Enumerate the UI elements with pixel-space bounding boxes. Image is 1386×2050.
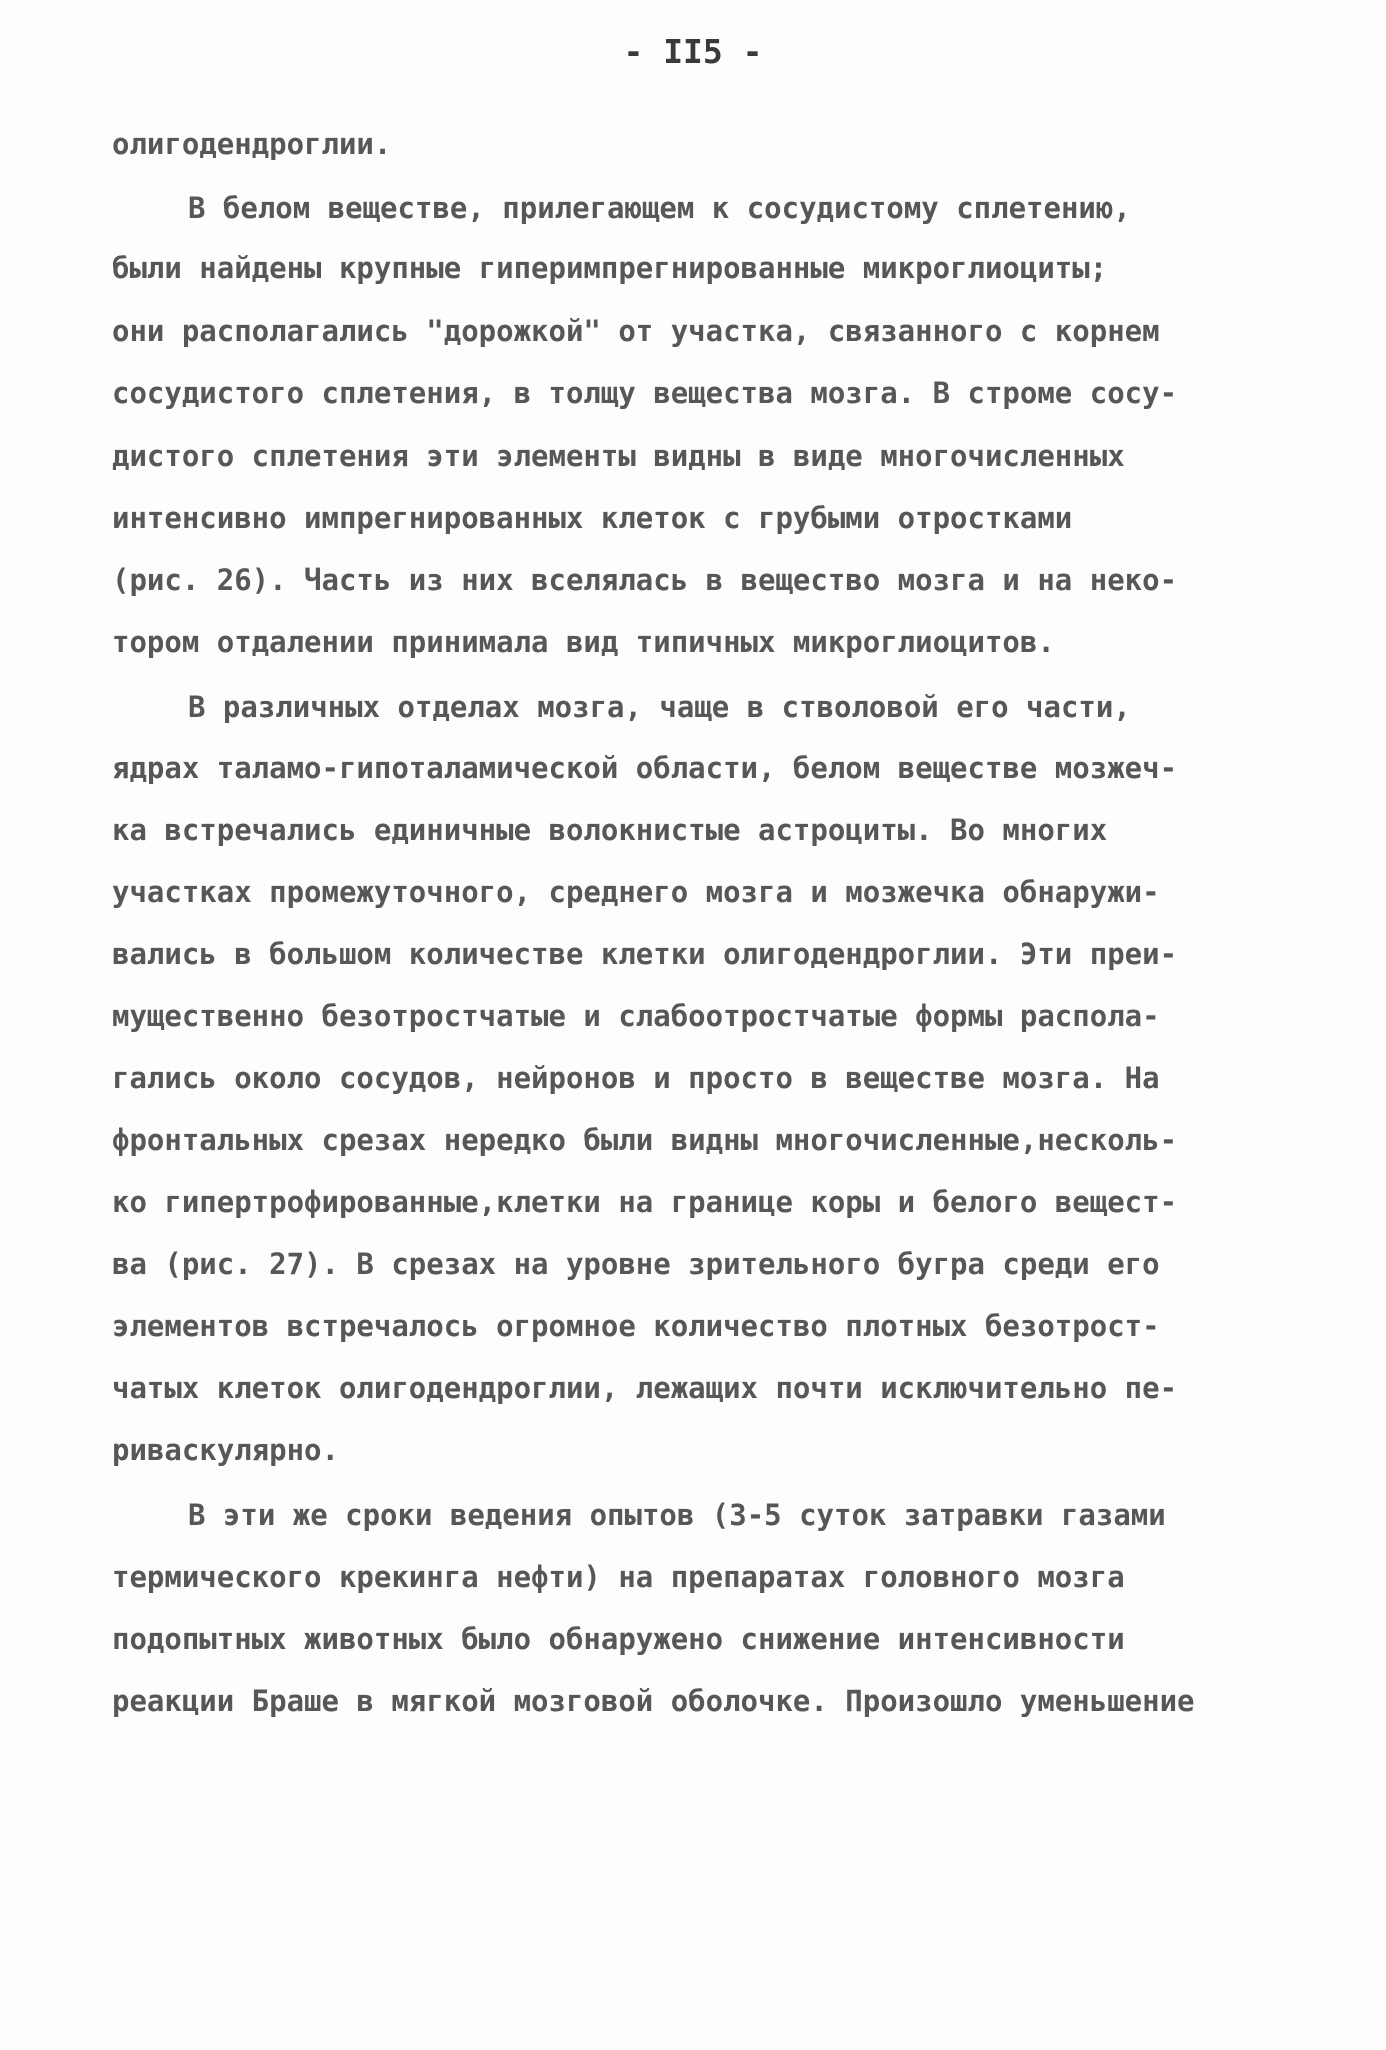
text-line: ядрах таламо-гипоталамической области, белом веществе мозжеч- (112, 751, 1178, 785)
text-line: чатых клеток олигодендроглии, лежащих почти исключительно пе- (112, 1371, 1178, 1405)
page-number: - II5 - (623, 32, 763, 71)
text-line: ва (рис. 27). В срезах на уровне зрительного бугра среди его (112, 1247, 1160, 1281)
text-line: олигодендроглии. (112, 127, 392, 161)
text-line: реакции Браше в мягкой мозговой оболочке. Произошло уменьшение (112, 1684, 1195, 1718)
text-line: интенсивно импрегнированных клеток с грубыми отростками (112, 501, 1073, 535)
text-line: они располагались "дорожкой" от участка, связанного с корнем (112, 314, 1160, 348)
text-line: ка встречались единичные волокнистые астроциты. Во многих (112, 813, 1108, 847)
text-line: дистого сплетения эти элементы видны в виде многочисленных (112, 439, 1125, 473)
text-line: были найдены крупные гиперимпрегнированные микроглиоциты; (112, 251, 1108, 285)
text-line: тором отдалении принимала вид типичных микроглиоцитов. (112, 625, 1055, 659)
text-line: термического крекинга нефти) на препаратах головного мозга (112, 1560, 1125, 1594)
text-line: (рис. 26). Часть из них вселялась в вещество мозга и на неко- (112, 563, 1178, 597)
text-line: В различных отделах мозга, чаще в стволовой его части, (188, 690, 1131, 724)
text-line: элементов встречалось огромное количество плотных безотрост- (112, 1309, 1160, 1343)
text-line: сосудистого сплетения, в толщу вещества мозга. В строме сосу- (112, 376, 1178, 410)
text-line: подопытных животных было обнаружено снижение интенсивности (112, 1622, 1125, 1656)
text-line: ко гипертрофированные,клетки на границе коры и белого вещест- (112, 1185, 1178, 1219)
text-line: В белом веществе, прилегающем к сосудистому сплетению, (188, 191, 1131, 225)
text-line: В эти же сроки ведения опытов (3-5 суток затравки газами (188, 1498, 1166, 1532)
text-line: гались около сосудов, нейронов и просто в веществе мозга. На (112, 1061, 1160, 1095)
text-line: участках промежуточного, среднего мозга и мозжечка обнаружи- (112, 875, 1160, 909)
text-line: мущественно безотростчатые и слабоотростчатые формы распола- (112, 999, 1160, 1033)
text-line: риваскулярно. (112, 1433, 339, 1467)
text-line: вались в большом количестве клетки олигодендроглии. Эти преи- (112, 937, 1178, 971)
text-line: фронтальных срезах нередко были видны многочисленные,несколь- (112, 1123, 1178, 1157)
